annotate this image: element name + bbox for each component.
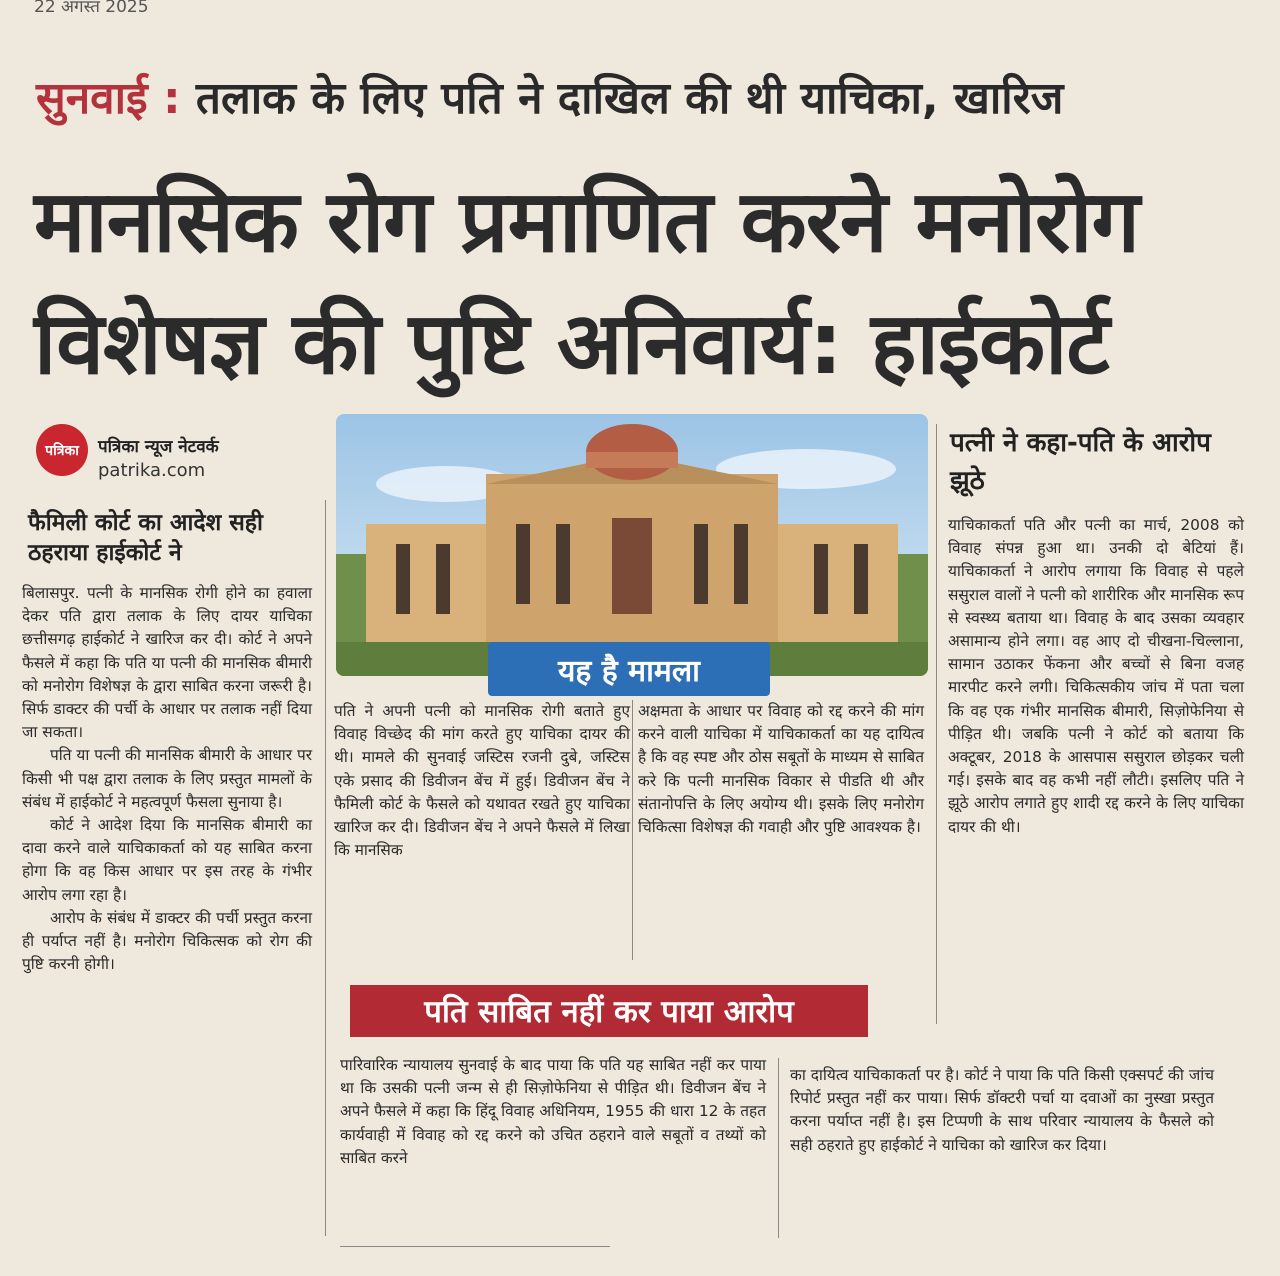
- bottom-rule: [340, 1246, 610, 1247]
- column-2: पति ने अपनी पत्नी को मानसिक रोगी बताते हुए विवाह विच्छेद की मांग करते हुए याचिका दायर की थी। मामले की सुनवाई जस्टिस रजनी दुबे, जस्टिस एके प्रसाद की डिवीजन बेंच में हुई। डिवीजन बेंच ने फैमिली कोर्ट के फैसले को यथावत रखते हुए याचिका खारिज कर दी। डिवीजन बेंच ने अपने फैसले में लिखा कि मानसिक: [334, 702, 630, 860]
- kicker-text: तलाक के लिए पति ने दाखिल की थी याचिका, खारिज: [195, 73, 1064, 124]
- kicker-label: सुनवाई :: [36, 73, 181, 124]
- side-heading: पत्नी ने कहा-पति के आरोप झूठे: [950, 428, 1211, 496]
- patrika-logo: पत्रिका: [36, 424, 88, 476]
- column-1-para-1: बिलासपुर. पत्नी के मानसिक रोगी होने का हवाला देकर पति द्वारा तलाक के लिए दायर याचिका छत्तीसगढ़ हाईकोर्ट ने खारिज कर दी। कोर्ट ने अपने फैसले में कहा कि पति या पत्नी की मानसिक बीमारी को मनोरोग विशेषज्ञ के द्वारा साबित करना जरूरी है। सिर्फ डाक्टर की पर्ची के आधार पर तलाक नहीं दिया जा सकता।: [22, 584, 312, 742]
- column-4: याचिकाकर्ता पति और पत्नी का मार्च, 2008 को विवाह संपन्न हुआ था। उनकी दो बेटियां हैं। याचिकाकर्ता ने आरोप लगाया कि विवाह से पहले ससुराल वालों ने पत्नी को शारीरिक और मानसिक रूप से स्वस्थ्य बताया था। विवाह के बाद उसका व्यवहार असामान्य होने लगा। वह आए दो चीखना-चिल्लाना, सामान उठाकर फेंकना और बच्चों से बिना वजह मारपीट करने लगी। चिकित्सकीय जांच में पता चला कि वह एक गंभीर मानसिक बीमारी, सिज़ोफेनिया से पीड़ित थी। जबकि पत्नी ने कोर्ट को बताया कि अक्टूबर, 2018 के आसपास ससुराल छोड़कर चली गई। इसके बाद वह कभी नहीं लौटी। इसलिए पति ने झूठे आरोप लगाते हुए शादी रद्द करने के लिए याचिका दायर की थी।: [948, 516, 1244, 836]
- byline-site: patrika.com: [98, 460, 206, 481]
- column-1-para-4: आरोप के संबंध में डाक्टर की पर्ची प्रस्तुत करना ही पर्याप्त नहीं है। मनोरोग चिकित्सक को रोग की पुष्टि करनी होगी।: [22, 908, 312, 974]
- kicker: [36, 66, 1063, 126]
- section-badge: यह है मामला: [488, 642, 770, 696]
- dateline: 22 अगस्त 2025: [34, 0, 149, 17]
- column-3: अक्षमता के आधार पर विवाह को रद्द करने की मांग करने वाली याचिका में याचिकाकर्ता का यह दायित्व है कि वह स्पष्ट और ठोस सबूतों के माध्यम से साबित करे कि पत्नी मानसिक विकार से पीडति थी और संतानोपत्ति के लिए अयोग्य थी। इसके लिए मनोरोग चिकित्सा विशेषज्ञ की गवाही और पुष्टि आवश्यक है।: [638, 702, 924, 837]
- column-divider: [632, 700, 633, 960]
- column-divider: [325, 500, 326, 1236]
- column-1: [22, 582, 312, 976]
- byline: [36, 424, 326, 494]
- red-subheading: पति साबित नहीं कर पाया आरोप: [350, 985, 868, 1037]
- byline-name: पत्रिका न्यूज नेटवर्क: [98, 437, 219, 457]
- subheading: फैमिली कोर्ट का आदेश सही ठहराया हाईकोर्ट ने: [28, 510, 263, 566]
- column-1-para-3: कोर्ट ने आदेश दिया कि मानसिक बीमारी का दावा करने वाले याचिकाकर्ता को यह साबित करना होगा कि वह किस आधार पर इस तरह के गंभीर आरोप लगा रहा है।: [22, 816, 312, 904]
- column-divider: [936, 424, 937, 1024]
- high-court-photo: [336, 414, 928, 676]
- column-6: का दायित्व याचिकाकर्ता पर है। कोर्ट ने पाया कि पति किसी एक्सपर्ट की जांच रिपोर्ट प्रस्तुत नहीं कर पाया। सिर्फ डॉक्टरी पर्चा या दवाओं का नुस्खा प्रस्तुत करना पर्याप्त नहीं है। इस टिप्पणी के साथ परिवार न्यायालय के फैसले को सही ठहराते हुए हाईकोर्ट ने याचिका को खारिज कर दिया।: [790, 1066, 1214, 1154]
- column-divider: [778, 1058, 779, 1238]
- headline-line-2: विशेषज्ञ की पुष्टि अनिवार्य: हाईकोर्ट: [34, 294, 1109, 394]
- column-5: पारिवारिक न्यायालय सुनवाई के बाद पाया कि पति यह साबित नहीं कर पाया था कि उसकी पत्नी जन्म से ही सिज़ोफेनिया से पीड़ित थी। डिवीजन बेंच ने अपने फैसले में कहा कि हिंदू विवाह अधिनियम, 1955 की धारा 12 के तहत कार्यवाही में विवाह को रद्द करने को उचित ठहराने वाले सबूतों व तथ्यों को साबित करने: [340, 1056, 766, 1167]
- column-1-para-2: पति या पत्नी की मानसिक बीमारी के आधार पर किसी भी पक्ष द्वारा तलाक के लिए प्रस्तुत मामलों के संबंध में हाईकोर्ट ने महत्वपूर्ण फैसला सुनाया है।: [22, 746, 312, 811]
- headline-line-1: मानसिक रोग प्रमाणित करने मनोरोग: [34, 172, 1139, 272]
